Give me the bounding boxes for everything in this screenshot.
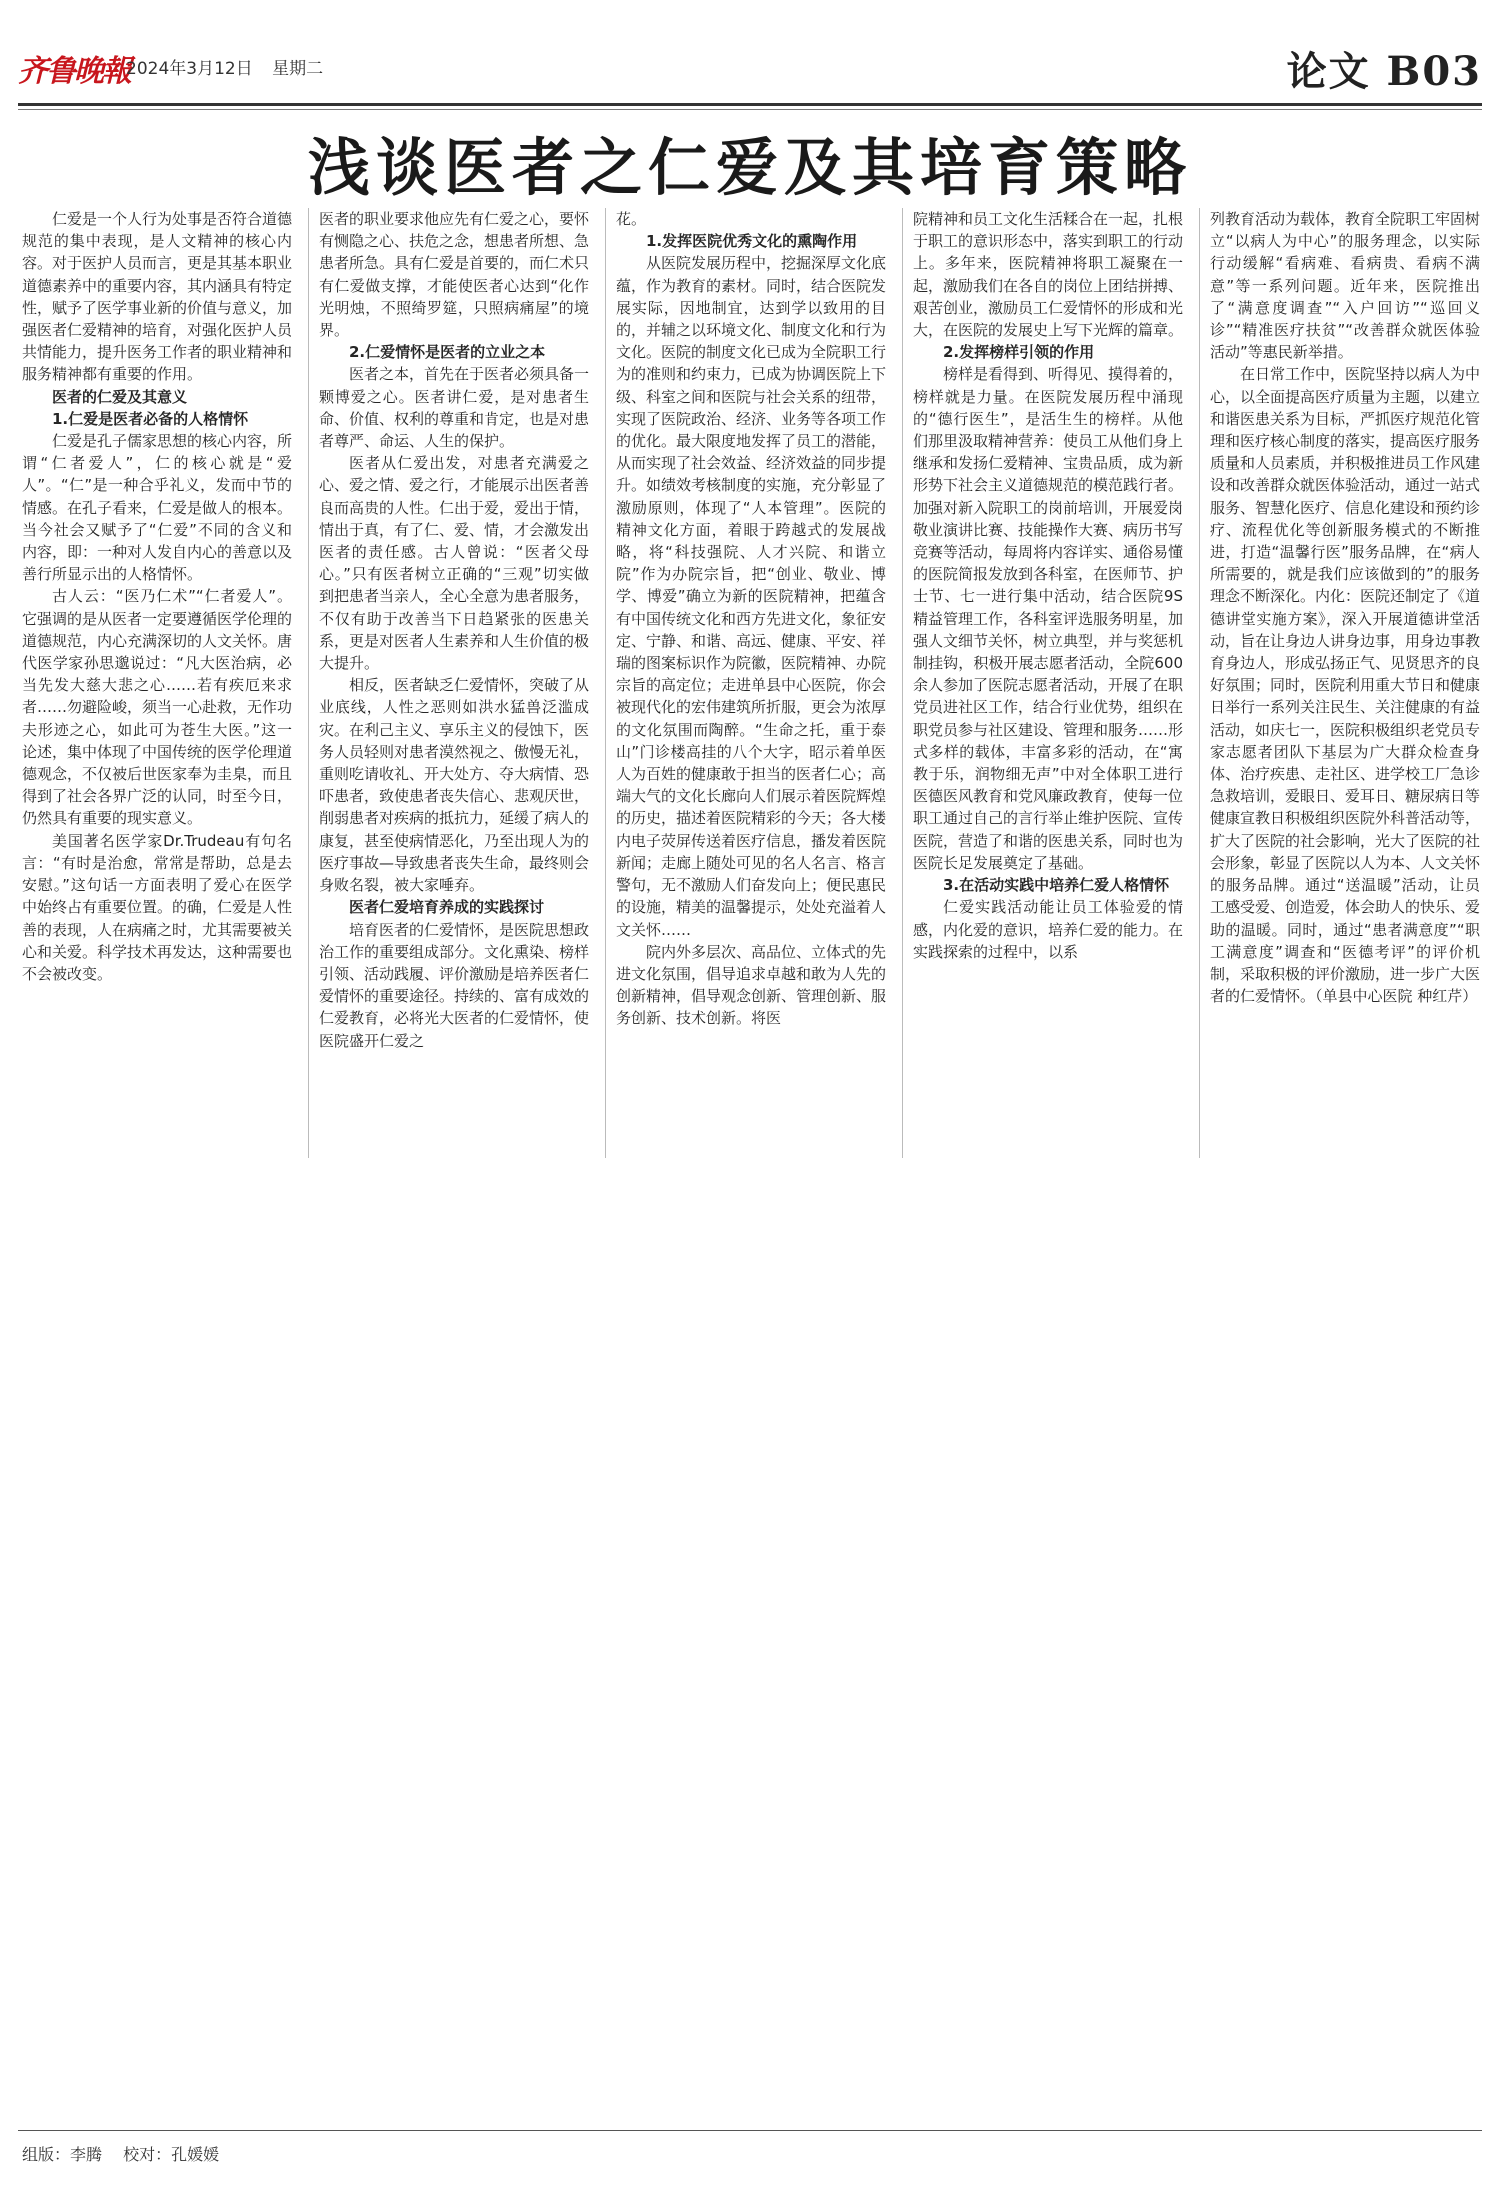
article-body	[22, 208, 1482, 1158]
paragraph: 院精神和员工文化生活糅合在一起，扎根于职工的意识形态中，落实到职工的行动上。多年来，医院精神将职工凝聚在一起，激励我们在各自的岗位上团结拼搏、艰苦创业，激励员工仁爱情怀的形成和光大，在医院的发展史上写下光辉的篇章。	[913, 210, 1183, 340]
article-column-5	[1210, 208, 1480, 1158]
paragraph: 相反，医者缺乏仁爱情怀，突破了从业底线，人性之恶则如洪水猛兽泛滥成灾。在利己主义、享乐主义的侵蚀下，医务人员轻则对患者漠然视之、傲慢无礼，重则吃请收礼、开大处方、夺大病情、恐吓患者，致使患者丧失信心、悲观厌世，削弱患者对疾病的抵抗力，延缓了病人的康复，甚至使病情恶化，乃至出现人为的医疗事故—导致患者丧失生命，最终则会身败名裂，被大家唾弃。	[319, 676, 589, 895]
section-heading: 医者的仁爱及其意义	[52, 387, 188, 406]
paragraph: 列教育活动为载体，教育全院职工牢固树立“以病人为中心”的服务理念，以实际行动缓解“看病难、看病贵、看病不满意”等一系列问题。近年来，医院推出了“满意度调查”“入户回访”“巡回义诊”“精准医疗扶贫”“改善群众就医体验活动”等惠民新举措。	[1210, 210, 1480, 362]
dateline	[126, 54, 337, 79]
article-column-3	[616, 208, 886, 1158]
masthead	[18, 38, 1482, 98]
paragraph: 培育医者的仁爱情怀，是医院思想政治工作的重要组成部分。文化熏染、榜样引领、活动践履、评价激励是培养医者仁爱情怀的重要途径。持续的、富有成效的仁爱教育，必将光大医者的仁爱情怀，使医院盛开仁爱之	[319, 920, 589, 1050]
section-label: 论文 B03	[1286, 48, 1482, 95]
article-column-2	[319, 208, 589, 1158]
paragraph: 从医院发展历程中，挖掘深厚文化底蕴，作为教育的素材。同时，结合医院发展实际，因地制宜，达到学以致用的目的，并辅之以环境文化、制度文化和行为文化。医院的制度文化已成为全院职工行为的准则和约束力，已成为协调医院上下级、科室之间和医院与社会关系的纽带，实现了医院政治、经济、业务等各项工作的优化。最大限度地发挥了员工的潜能，从而实现了社会效益、经济效益的同步提升。如绩效考核制度的实施，充分彰显了激励原则，体现了“人本管理”。医院的精神文化方面，着眼于跨越式的发展战略，将“科技强院、人才兴院、和谐立院”作为办院宗旨，把“创业、敬业、博学、博爱”确立为新的医院精神，把蕴含有中国传统文化和西方先进文化，象征安定、宁静、和谐、高远、健康、平安、祥瑞的图案标识作为院徽，医院精神、办院宗旨的高定位；走进单县中心医院，你会被现代化的宏伟建筑所折服，更会为浓厚的文化氛围而陶醉。“生命之托，重于泰山”门诊楼高挂的八个大字，昭示着单医人为百姓的健康敢于担当的医者仁心；高端大气的文化长廊向人们展示着医院辉煌的历史，描述着医院精彩的今天；各大楼内电子荧屏传送着医疗信息，播发着医院新闻；走廊上随处可见的名人名言、格言警句，无不激励人们奋发向上；便民惠民的设施，精美的温馨提示，处处充溢着人文关怀……	[616, 254, 886, 939]
article-column-4	[913, 208, 1183, 1158]
paragraph: 花。	[616, 210, 647, 228]
section-heading: 医者仁爱培育养成的实践探讨	[349, 898, 545, 917]
section-heading: 2.仁爱情怀是医者的立业之本	[349, 343, 546, 362]
paragraph: 古人云：“医乃仁术”“仁者爱人”。它强调的是从医者一定要遵循医学伦理的道德规范，内心充满深切的人文关怀。唐代医学家孙思邈说过：“凡大医治病，必当先发大慈大悲之心……若有疾厄来求者……勿避险峻，须当一心赴救，无作功夫形迹之心，如此可为苍生大医。”这一论述，集中体现了中国传统的医学伦理道德观念，不仅被后世医家奉为圭臬，而且得到了社会各界广泛的认同，时至今日，仍然具有重要的现实意义。	[22, 587, 292, 828]
paragraph: 美国著名医学家Dr.Trudeau有句名言：“有时是治愈，常常是帮助，总是去安慰。”这句话一方面表明了爱心在医学中始终占有重要位置。的确，仁爱是人性善的表现，人在病痛之时，尤其需要被关心和关爱。科学技术再发达，这种需要也不会被改变。	[22, 831, 292, 983]
issue-date: 2024年3月12日	[126, 59, 253, 79]
article-column-1	[22, 208, 292, 1158]
paragraph: 医者之本，首先在于医者必须具备一颗博爱之心。医者讲仁爱，是对患者生命、价值、权利的尊重和肯定，也是对患者尊严、命运、人生的保护。	[319, 365, 589, 451]
newspaper-logo: 齐鲁晚報	[18, 54, 130, 89]
paragraph: 在日常工作中，医院坚持以病人为中心，以全面提高医疗质量为主题，以建立和谐医患关系为目标，严抓医疗规范化管理和医疗核心制度的落实，提高医疗服务质量和人员素质，并积极推进员工作风建设和改善群众就医体验活动，通过一站式服务、智慧化医疗、信息化建设和预约诊疗、流程优化等创新服务模式的不断推进，打造“温馨行医”服务品牌，在“病人所需要的，就是我们应该做到的”的服务理念不断深化。内化：医院还制定了《道德讲堂实施方案》，深入开展道德讲堂活动，旨在让身边人讲身边事，用身边事教育身边人，形成弘扬正气、见贤思齐的良好氛围；同时，医院利用重大节日和健康日举行一系列关注民生、关注健康的有益活动，如庆七一，医院积极组织老党员专家志愿者团队下基层为广大群众检查身体、治疗疾患、走社区、进学校工厂急诊急救培训，爱眼日、爱耳日、糖尿病日等健康宣教日积极组织医院外科普活动等，扩大了医院的社会影响，光大了医院的社会形象，彰显了医院以人为本、人文关怀的服务品牌。通过“送温暖”活动，让员工感受爱、创造爱，体会助人的快乐、爱助的温暖。同时，通过“患者满意度”“职工满意度”调查和“医德考评”的评价机制，采取积极的评价激励，进一步广大医者的仁爱情怀。（单县中心医院 种红芹）	[1210, 365, 1480, 1006]
section-heading: 1.仁爱是医者必备的人格情怀	[52, 409, 249, 428]
section-heading: 1.发挥医院优秀文化的熏陶作用	[646, 232, 858, 251]
header-rule-thin	[18, 109, 1482, 110]
layout-editor: 组版：李腾	[22, 2145, 103, 2164]
paragraph: 医者的职业要求他应先有仁爱之心，要怀有恻隐之心、扶危之念，想患者所想、急患者所急。具有仁爱是首要的，而仁术只有仁爱做支撑，才能使医者心达到“化作光明烛，不照绮罗筵，只照病痛屋”的境界。	[319, 210, 589, 340]
article-title: 浅谈医者之仁爱及其培育策略	[307, 131, 1192, 204]
header-rule	[18, 103, 1482, 106]
paragraph: 仁爱实践活动能让员工体验爱的情感，内化爱的意识，培养仁爱的能力。在实践探索的过程中，以系	[913, 898, 1183, 961]
page-footer	[22, 2142, 235, 2165]
footer-rule	[18, 2130, 1482, 2131]
paragraph: 仁爱是孔子儒家思想的核心内容，所谓“仁者爱人”，仁的核心就是“爱人”。“仁”是一种合乎礼义，发而中节的情感。在孔子看来，仁爱是做人的根本。当今社会又赋予了“仁爱”不同的含义和内容，即：一种对人发自内心的善意以及善行所显示出的人格情怀。	[22, 432, 292, 584]
issue-weekday: 星期二	[272, 59, 324, 79]
paragraph: 榜样是看得到、听得见、摸得着的，榜样就是力量。在医院发展历程中涌现的“德行医生”，是活生生的榜样。从他们那里汲取精神营养：使员工从他们身上继承和发扬仁爱精神、宝贵品质，成为新形势下社会主义道德规范的模范践行者。加强对新入院职工的岗前培训，开展爱岗敬业演讲比赛、技能操作大赛、病历书写竞赛等活动，每周将内容详实、通俗易懂的医院简报发放到各科室，在医师节、护士节、七一进行集中活动，结合医院9S精益管理工作，各科室评选服务明星，加强人文细节关怀，树立典型，并与奖惩机制挂钩，积极开展志愿者活动，全院600余人参加了医院志愿者活动，开展了在职党员进社区工作，结合行业优势，组织在职党员参与社区建设、管理和服务……形式多样的载体，丰富多彩的活动，在“寓教于乐，润物细无声”中对全体职工进行医德医风教育和党风廉政教育，使每一位职工通过自己的言行举止维护医院、宣传医院，营造了和谐的医患关系，同时也为医院长足发展奠定了基础。	[913, 365, 1183, 872]
paragraph: 院内外多层次、高品位、立体式的先进文化氛围，倡导追求卓越和敢为人先的创新精神，倡导观念创新、管理创新、服务创新、技术创新。将医	[616, 942, 886, 1028]
proofreader: 校对：孔媛媛	[123, 2145, 220, 2164]
paragraph: 医者从仁爱出发，对患者充满爱之心、爱之情、爱之行，才能展示出医者善良而高贵的人性。仁出于爱，爱出于情，情出于真，有了仁、爱、情，才会激发出医者的责任感。古人曾说：“医者父母心。”只有医者树立正确的“三观”切实做到把患者当亲人，全心全意为患者服务，不仅有助于改善当下日趋紧张的医患关系，更是对医者人生素养和人生价值的极大提升。	[319, 454, 589, 673]
section-heading: 2.发挥榜样引领的作用	[943, 343, 1095, 362]
paragraph: 仁爱是一个人行为处事是否符合道德规范的集中表现，是人文精神的核心内容。对于医护人员而言，更是其基本职业道德素养中的重要内容，其内涵具有特定性，赋予了医学事业新的价值与意义，加强医者仁爱精神的培育，对强化医护人员共情能力，提升医务工作者的职业精神和服务精神都有重要的作用。	[22, 210, 292, 384]
section-heading: 3.在活动实践中培养仁爱人格情怀	[943, 876, 1170, 895]
